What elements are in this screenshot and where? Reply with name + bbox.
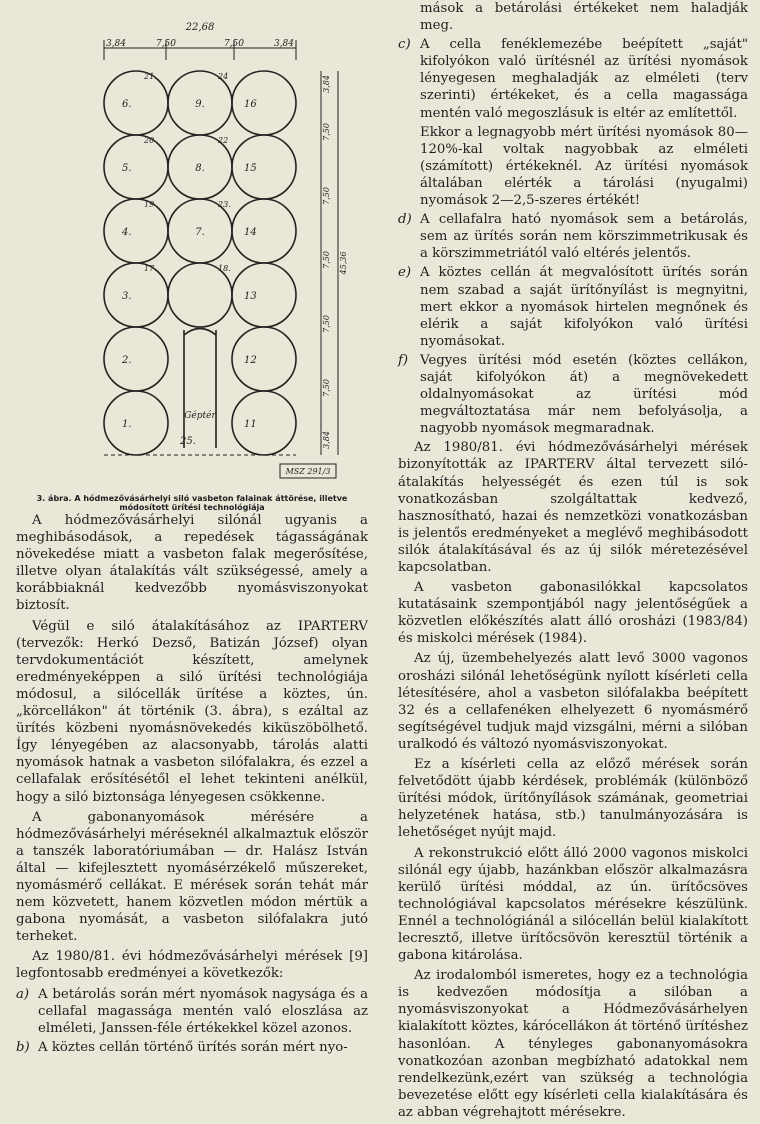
cell-label: 8.: [195, 163, 205, 174]
silo-cell-circle: [104, 391, 168, 455]
silo-cell-circle: [232, 71, 296, 135]
list-item-d: [398, 211, 748, 262]
corridor-arc: [184, 329, 216, 336]
list-label-f: f): [398, 352, 409, 368]
right-paragraph-4: Ez a kísérleti cella az előző mérések során felvetődött újabb kérdések, problémák (különböző ürítési módok, ürítőnyílások számának, geometriai helyzetének hatása, stb.) tanulmányozására is lehetőséget nyújt majd.: [398, 757, 748, 841]
list-text-d: A cellafalra ható nyomások sem a betárolás, sem az ürítés során nem körszimmetrikusak és a körszimmetriától való eltérés jelentős.: [420, 212, 748, 262]
silo-cell-circle: [104, 327, 168, 391]
dimension-label-right: 7,50: [322, 251, 331, 269]
cell-label: 6.: [122, 99, 132, 110]
right-paragraph-6: Az irodalomból ismeretes, hogy ez a technológia is kedvezően módosítja a silóban a nyomásviszonyokat a Hódmezővásárhelyen kialakított köztes, kárócellákon át történő ürítéshez hasonlóan. A tényleges gabonanyomásokra vonatkozóan azonban megbízható adatokkal nem rendelkezünk,ezért van szükség a technológia bevezetése előtt egy kísérleti cella kialakítására és az abban végrehajtott mérésekre.: [398, 968, 748, 1120]
list-text-e: A köztes cellán át megvalósított ürítés során nem szabad a saját ürítőnyílást is megnyitni, mert ekkor a nyomások hirtelen megnőnek és elérik a saját kifolyókon való ürítési nyomásokat.: [420, 265, 748, 349]
silo-cell-circle: [232, 263, 296, 327]
cell-label: 23.: [218, 200, 231, 209]
cell-label: 13: [244, 291, 257, 302]
list-text-c-extra: Ekkor a legnagyobb mért ürítési nyomások 80—120%-kal voltak nagyobbak az elméleti (számított) értékeknél. Az ürítési nyomások általában elérték a tárolási (nyugalmi) nyomások 2—2,5-szeres értékét!: [420, 124, 748, 209]
cell-label: 2.: [122, 355, 132, 366]
silo-cell-circle: [104, 71, 168, 135]
dimension-label-right: 7,50: [322, 123, 331, 141]
dimension-label-right: 7,50: [322, 187, 331, 205]
cell-label: 17.: [144, 264, 157, 273]
cell-label: 20: [144, 136, 155, 145]
silo-cell-circle: [232, 135, 296, 199]
right-paragraph-3: Az új, üzembehelyezés alatt levő 3000 vagonos orosházi silónál lehetőségünk nyílott kísérleti cella létesítésére, ahol a vasbeton silófalakba beépített 32 és a cellafenéken elhelyezett 6 nyomásmérő segítségével tudjuk majd vizsgálni, mérni a silóban uralkodó és változó nyomásviszonyokat.: [398, 651, 748, 752]
cell-label: 11: [244, 419, 257, 430]
dimension-label-total: 22,68: [185, 22, 215, 33]
dimension-label-right: 7,50: [322, 379, 331, 397]
right-paragraph-1: Az 1980/81. évi hódmezővásárhelyi mérések bizonyították az IPARTERV által tervezett siló-átalakítás helyességét és ezen túl is sok vonatkozásban szolgáltattak kedvező, hasznosítható, hazai és nemzetközi vonatkozásban is jelentős eredményeket a meglévő meghibásodott silók átalakításával és az új silók méretezésével kapcsolatban.: [398, 440, 748, 575]
cell-label: 18.: [218, 264, 231, 273]
room-label: Géptér: [184, 411, 216, 421]
cell-label: 22: [218, 136, 229, 145]
cell-label: 14: [244, 227, 257, 238]
silo-plan-drawing: [16, 0, 368, 490]
figure-caption: 3. ábra. A hódmezővásárhelyi siló vasbeton falainak áttörése, illetve módosított ürítési technológiája: [36, 494, 348, 512]
silo-cell-circle: [232, 391, 296, 455]
list-label-b: b): [16, 1039, 30, 1055]
silo-cell-circle: [104, 135, 168, 199]
list-item-f: [398, 352, 748, 437]
cell-label: 1.: [122, 419, 132, 430]
cell-label: 15: [244, 163, 257, 174]
cell-label: 16: [244, 99, 257, 110]
list-label-d: d): [398, 212, 412, 228]
silo-cell-circle: [104, 263, 168, 327]
dimension-label: 3,84: [105, 39, 127, 49]
list-label-a: a): [16, 986, 30, 1002]
cell-label: 9.: [195, 99, 205, 110]
cell-label: 5.: [122, 163, 132, 174]
list-text-b-continued: mások a betárolási értékeket nem haladják meg.: [420, 1, 748, 34]
list-text-a: A betárolás során mért nyomások nagysága és a cellafal magassága mentén való eloszlása az elméleti, Janssen-féle értékekkel közel azonos.: [38, 986, 368, 1036]
list-item-e: [398, 264, 748, 349]
dimension-label-right-total: 45,36: [339, 251, 348, 275]
list-text-f: Vegyes ürítési mód esetén (köztes cellákon, saját kifolyókon át) a megnövekedett oldalnyomásokat az ürítési mód megváltoztatása már nem befolyásolja, a nagyobb nyomások megmaradnak.: [420, 352, 748, 437]
silo-cell-circle: [104, 199, 168, 263]
dimension-label: 7,50: [155, 39, 177, 49]
left-paragraph-3: A gabonanyomások mérésére a hódmezővásárhelyi méréseknél alkalmaztuk először a tanszék laboratóriumában — dr. Halász István által — kifejlesztett nyomásérzékelő műszereket, nyomásmérő cellákat. E mérések során tehát már nem közvetett, hanem közvetlen módon mértük a gabona nyomását, a vasbeton silófalakra jutó terheket.: [16, 809, 368, 945]
cell-label: 4.: [122, 227, 132, 238]
cell-label: 25.: [180, 436, 196, 447]
corridor-wall: [184, 330, 216, 448]
right-paragraph-5: A rekonstrukció előtt álló 2000 vagonos miskolci silónál egy újabb, hazánkban először alkalmazásra kerülő ürítési móddal, az ún. ürítőcsöves technológiával kapcsolatos mérésekre készülünk. Ennél a technológiánál a silócellán belül kialakított lecresztő, illetve ürítőcsövön keresztül történik a gabona kitárolása.: [398, 845, 748, 964]
left-paragraph-1: A hódmezővásárhelyi silónál ugyanis a meghibásodások, a repedések tágasságának növekedése miatt a vasbeton falak megerősítése, illetve olyan átalakítás vált szükségessé, amely a korábbiaknál kedvezőbb nyomásviszonyokat biztosít.: [16, 513, 368, 614]
cell-label: 7.: [195, 227, 205, 238]
cell-label: 24: [218, 72, 229, 81]
stamp-text: MSZ 291/3: [285, 467, 331, 476]
list-label-c: c): [398, 37, 411, 53]
cell-label: 19: [144, 200, 155, 209]
list-item-b: [16, 1039, 368, 1056]
cell-label: 21.: [144, 72, 157, 81]
dimension-label-right: 3,84: [322, 75, 331, 93]
dimension-label: 7,50: [223, 39, 245, 49]
silo-cell-circle: [232, 327, 296, 391]
list-text-b: A köztes cellán történő ürítés során mért nyo-: [38, 1039, 348, 1055]
list-item-a: [16, 986, 368, 1037]
right-paragraph-2: A vasbeton gabonasilókkal kapcsolatos kutatásaink szempontjából nagy jelentőségűek a közvetlen előkészítés alatt álló orosházi (1983/84) és miskolci mérések (1984).: [398, 580, 748, 647]
list-item-c: [398, 36, 748, 121]
left-paragraph-4: Az 1980/81. évi hódmezővásárhelyi mérések [9] legfontosabb eredményei a következők:: [16, 949, 368, 982]
figure-3: [16, 0, 368, 512]
cell-label: 12: [244, 355, 257, 366]
silo-cell-circle: [232, 199, 296, 263]
right-column: [398, 0, 748, 1124]
left-paragraph-2: Végül e siló átalakításához az IPARTERV (tervezők: Herkó Dezső, Batizán József) olyan tervdokumentációt készített, amelynek eredményeképpen a siló ürítési technológiája módosul, a silócellák ürítése a köztes, ún. „körcellákon" át történik (3. ábra), s ezáltal az ürítés közbeni nyomásnövekedés kiküszöbölhető. Így lényegében az alacsonyabb, tárolás alatti nyomások hatnak a vasbeton silófalakra, és ezzel a cellafalak erősítésétől el lehet tekinteni anélkül, hogy a siló biztonsága lényegesen csökkenne.: [16, 618, 368, 805]
dimension-label-right: 3,84: [322, 431, 331, 449]
cell-label: 3.: [122, 291, 132, 302]
list-label-e: e): [398, 265, 412, 281]
left-column: [16, 0, 368, 1058]
list-text-c: A cella fenéklemezébe beépített „saját" kifolyókon való ürítésnél az ürítési nyomások lényegesen meghaladják az elméleti (terv szerinti) értékeket, és a cella magassága mentén való megoszlásuk is eltér az említettől.: [420, 37, 748, 121]
dimension-label: 3,84: [273, 39, 295, 49]
dimension-label-right: 7,50: [322, 315, 331, 333]
